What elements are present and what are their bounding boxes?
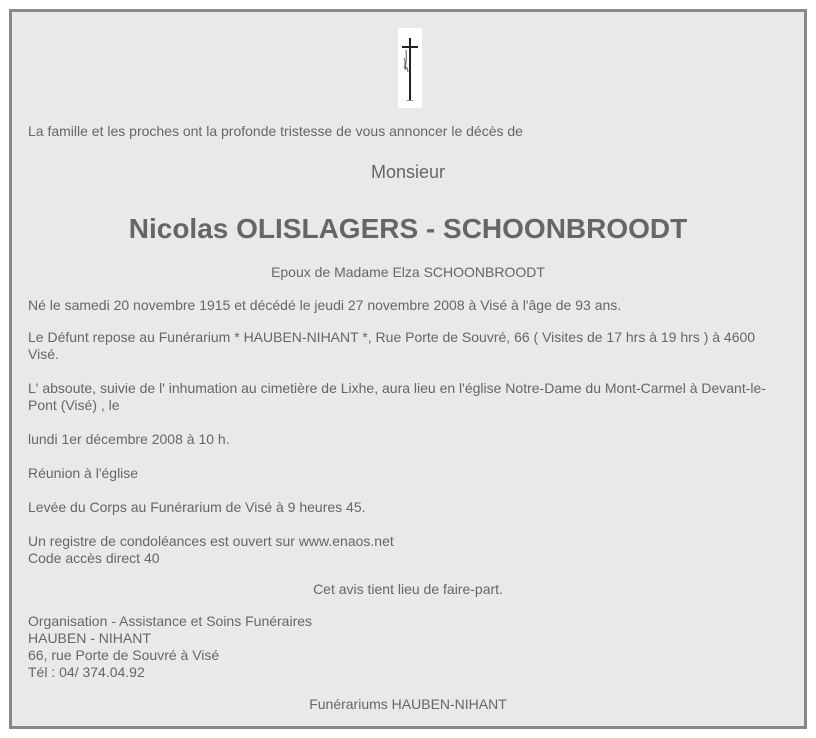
code-line: Code accès direct 40 xyxy=(28,550,160,566)
org-line-1: Organisation - Assistance et Soins Funéraires xyxy=(28,613,313,629)
footer-signature: Funérariums HAUBEN-NIHANT xyxy=(309,696,507,712)
birth-death-line: Né le samedi 20 novembre 1915 et décédé le jeudi 27 novembre 2008 à Visé à l'âge de 93 ans. xyxy=(28,297,622,313)
faire-part-line: Cet avis tient lieu de faire-part. xyxy=(313,581,503,597)
intro-text: La famille et les proches ont la profonde tristesse de vous annoncer le décès de xyxy=(28,123,523,139)
levee-line: Levée du Corps au Funérarium de Visé à 9 heures 45. xyxy=(28,499,366,515)
org-line-4: Tél : 04/ 374.04.92 xyxy=(28,664,145,680)
ceremony-date: lundi 1er décembre 2008 à 10 h. xyxy=(28,431,230,447)
honorific: Monsieur xyxy=(370,162,446,182)
cross-icon xyxy=(398,28,422,108)
reunion-line: Réunion à l'église xyxy=(28,465,139,481)
cross-emblem xyxy=(398,28,422,108)
spouse-line: Epoux de Madame Elza SCHOONBROODT xyxy=(271,264,545,280)
absoute-paragraph: L' absoute, suivie de l' inhumation au cimetière de Lixhe, aura lieu en l'église Notre-Dame du Mont-Carmel à Devant-le-Pont (Visé) , le xyxy=(28,380,766,413)
org-line-3: 66, rue Porte de Souvré à Visé xyxy=(28,647,220,663)
deceased-name: Nicolas OLISLAGERS - SCHOONBROODT xyxy=(128,213,688,244)
repose-paragraph: Le Défunt repose au Funérarium * HAUBEN-NIHANT *, Rue Porte de Souvré, 66 ( Visites de 17 hrs à 19 hrs ) à 4600 Visé. xyxy=(28,329,756,362)
org-line-2: HAUBEN - NIHANT xyxy=(28,630,151,646)
obituary-card xyxy=(9,9,807,729)
registre-line: Un registre de condoléances est ouvert sur www.enaos.net xyxy=(28,533,394,549)
